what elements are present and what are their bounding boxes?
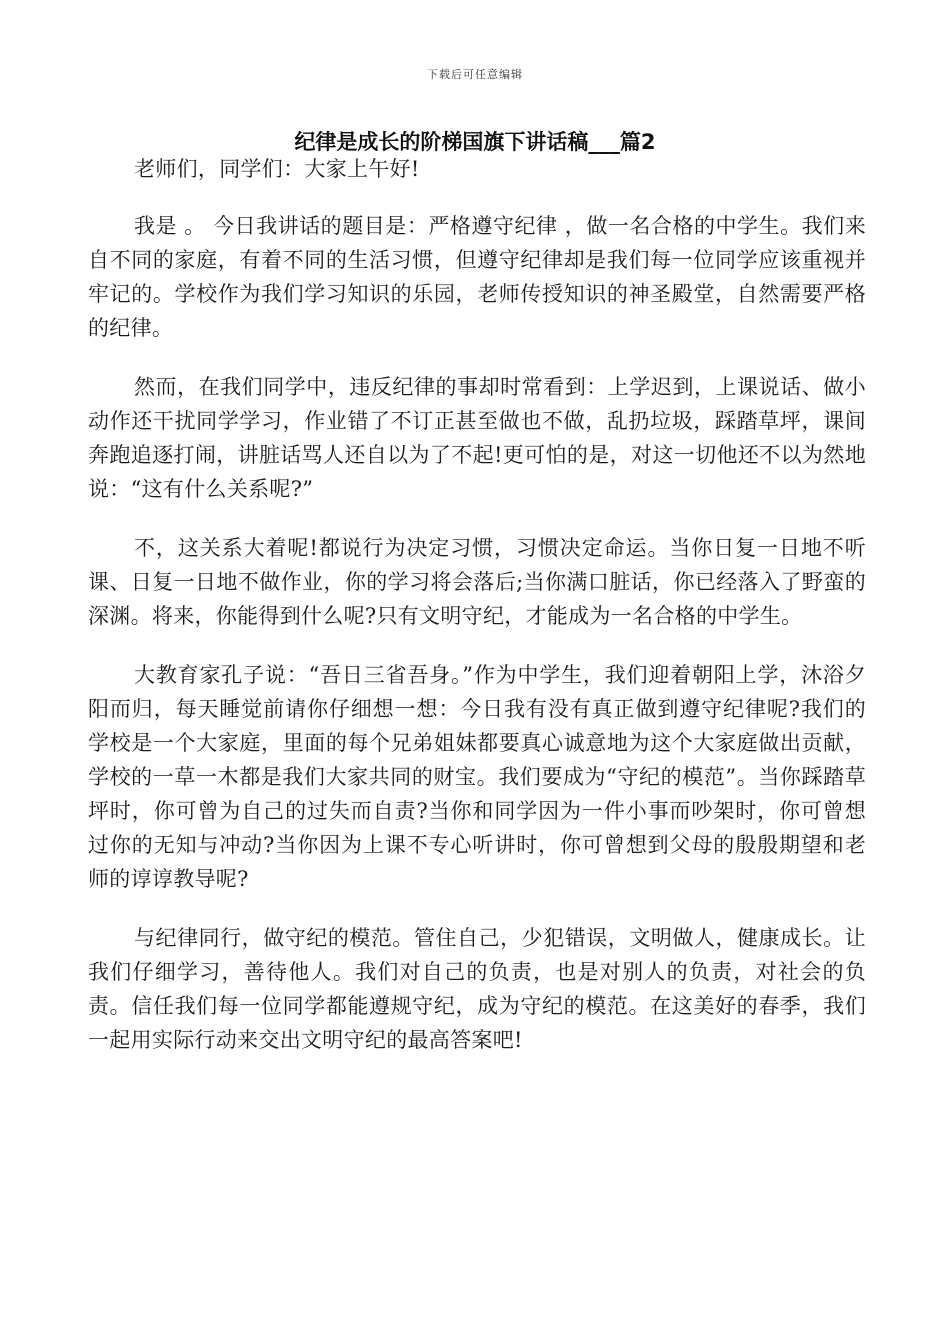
paragraph-violations: 然而，在我们同学中，违反纪律的事却时常看到：上学迟到，上课说话、做小动作还干扰同学学习，作业错了不订正甚至做也不做，乱扔垃圾，踩踏草坪，课间奔跑追逐打闹，讲脏话骂人还自以为了不起!更可怕的是，对这一切他还不以为然地说：“这有什么关系呢?” bbox=[88, 375, 866, 501]
paragraph-consequences: 不，这关系大着呢!都说行为决定习惯，习惯决定命运。当你日复一日地不听课、日复一日地不做作业，你的学习将会落后;当你满口脏话，你已经落入了野蛮的深渊。将来，你能得到什么呢?只有文明守纪，才能成为一名合格的中学生。 bbox=[88, 536, 866, 628]
paragraph-introduction: 我是 。 今日我讲话的题目是：严格遵守纪律 ，做一名合格的中学生。我们来自不同的家庭，有着不同的生活习惯，但遵守纪律却是我们每一位同学应该重视并牢记的。学校作为我们学习知识的乐园，老师传授知识的神圣殿堂，自然需要严格的纪律。 bbox=[88, 214, 866, 340]
paragraph-confucius: 大教育家孔子说：“吾日三省吾身。”作为中学生，我们迎着朝阳上学，沐浴夕阳而归，每天睡觉前请你仔细想一想：今日我有没有真正做到遵守纪律呢?我们的学校是一个大家庭，里面的每个兄弟姐妹都要真心诚意地为这个大家庭做出贡献，学校的一草一木都是我们大家共同的财宝。我们要成为“守纪的模范”。当你踩踏草坪时，你可曾为自己的过失而自责?当你和同学因为一件小事而吵架时，你可曾想过你的无知与冲动?当你因为上课不专心听讲时，你可曾想到父母的殷殷期望和老师的谆谆教导呢? bbox=[88, 663, 866, 891]
header-note: 下载后可任意编辑 bbox=[427, 68, 523, 81]
paragraph-greeting: 老师们，同学们：大家上午好! bbox=[134, 157, 420, 181]
paragraph-conclusion: 与纪律同行，做守纪的模范。管住自己，少犯错误，文明做人，健康成长。让我们仔细学习，善待他人。我们对自己的负责，也是对别人的负责，对社会的负责。信任我们每一位同学都能遵规守纪，成为守纪的模范。在这美好的春季，我们一起用实际行动来交出文明守纪的最高答案吧! bbox=[88, 926, 866, 1052]
document-body bbox=[88, 152, 866, 1082]
document-title: 纪律是成长的阶梯国旗下讲话稿___篇2 bbox=[294, 130, 656, 154]
